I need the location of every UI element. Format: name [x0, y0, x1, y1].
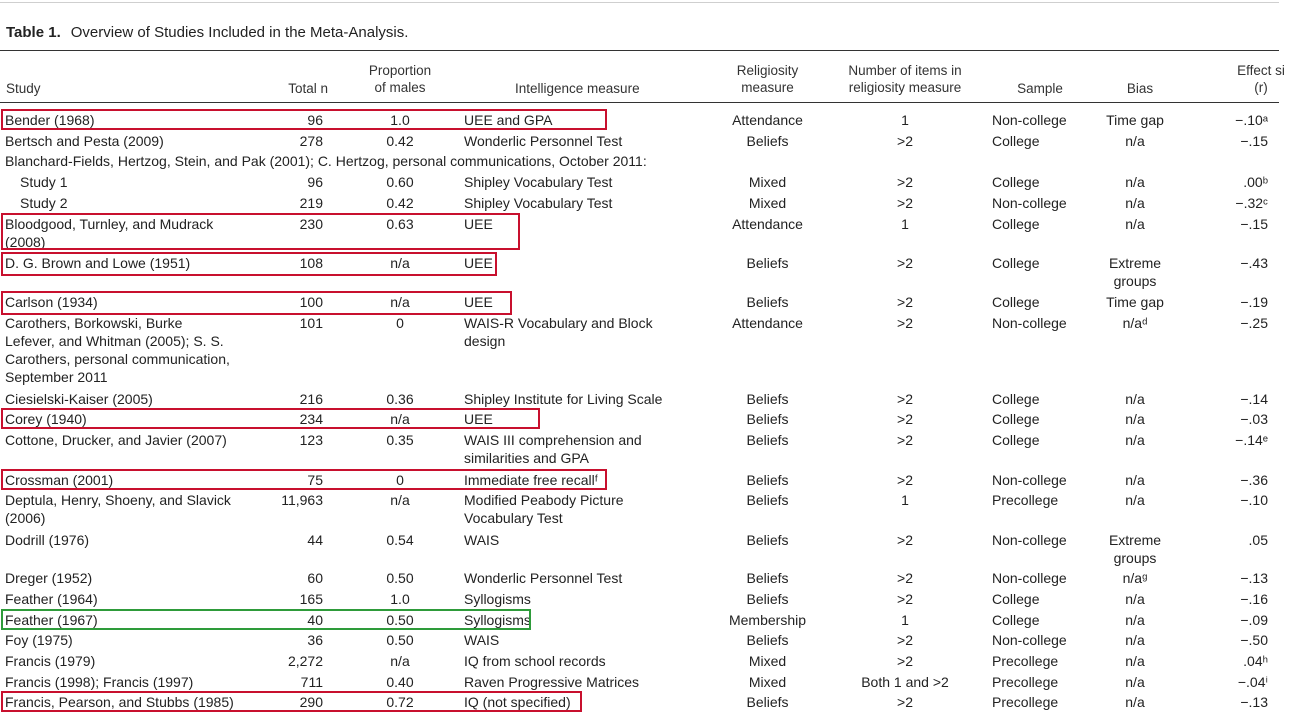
cell-proportion-males: 1.0: [390, 112, 410, 128]
cell-effect-size: −.09: [1240, 612, 1268, 628]
cell-sample: Non-college: [992, 195, 1067, 211]
cell-bias: n/a: [1125, 411, 1145, 427]
cell-intelligence-measure: IQ (not specified): [464, 694, 571, 710]
cell-effect-size: −.32ᶜ: [1235, 195, 1268, 211]
cell-total-n: 2,272: [287, 653, 323, 669]
cell-study: Dreger (1952): [5, 570, 93, 586]
cell-number-of-items: >2: [897, 694, 913, 710]
header-bottom-rule: [0, 102, 1279, 103]
cell-sample: College: [992, 391, 1040, 407]
cell-effect-size: −.14: [1240, 391, 1268, 407]
table-top-rule: [0, 50, 1279, 51]
cell-intelligence-measure: Raven Progressive Matrices: [464, 674, 640, 690]
cell-study: Ciesielski-Kaiser (2005): [5, 391, 153, 407]
cell-intelligence-measure: WAIS-R Vocabulary and Block design: [464, 315, 653, 349]
cell-bias: n/a: [1125, 133, 1145, 149]
cell-intelligence-measure: UEE: [464, 255, 493, 271]
cell-proportion-males: 1.0: [390, 591, 410, 607]
cell-number-of-items: >2: [897, 294, 913, 310]
cell-number-of-items: >2: [897, 570, 913, 586]
cell-religiosity-measure: Attendance: [732, 112, 803, 128]
cell-total-n: 75: [307, 472, 323, 488]
cell-proportion-males: n/a: [390, 255, 410, 271]
header-religiosity-measure: Religiosity measure: [736, 63, 799, 95]
cell-intelligence-measure: IQ from school records: [464, 653, 606, 669]
cell-proportion-males: 0.40: [386, 674, 414, 690]
cell-effect-size: .05: [1248, 532, 1268, 548]
cell-total-n: 216: [299, 391, 323, 407]
cell-bias: n/a: [1125, 195, 1145, 211]
cell-total-n: 711: [300, 674, 323, 690]
cell-bias: n/a: [1125, 612, 1145, 628]
cell-bias: n/a: [1125, 694, 1145, 710]
cell-sample: Precollege: [992, 492, 1059, 508]
cell-religiosity-measure: Membership: [728, 612, 807, 628]
cell-bias: n/a: [1125, 653, 1145, 669]
cell-bias: Extreme groups: [1108, 532, 1162, 566]
cell-sample: College: [992, 174, 1040, 190]
cell-bias: n/a: [1125, 391, 1145, 407]
cell-study: Deptula, Henry, Shoeny, and Slavick (2006): [5, 492, 231, 526]
cell-total-n: 44: [307, 532, 323, 548]
table-caption-label: Table 1.: [6, 24, 61, 41]
cell-total-n: 40: [307, 612, 323, 628]
cell-total-n: 108: [299, 255, 323, 271]
cell-religiosity-measure: Mixed: [748, 653, 787, 669]
cell-sample: College: [992, 411, 1040, 427]
cell-religiosity-measure: Beliefs: [746, 255, 789, 271]
cell-proportion-males: n/a: [390, 294, 410, 310]
cell-proportion-males: n/a: [390, 411, 410, 427]
cell-effect-size: −.10: [1240, 492, 1268, 508]
cell-intelligence-measure: Syllogisms: [464, 591, 531, 607]
cell-religiosity-measure: Beliefs: [746, 632, 789, 648]
cell-study: Bender (1968): [5, 112, 95, 128]
cell-study: Bertsch and Pesta (2009): [5, 133, 164, 149]
cell-total-n: 96: [307, 112, 323, 128]
cell-bias: n/a: [1125, 492, 1145, 508]
cell-study: Francis (1979): [5, 653, 96, 669]
cell-religiosity-measure: Beliefs: [746, 432, 789, 448]
cell-study: Bloodgood, Turnley, and Mudrack (2008): [5, 216, 214, 250]
cell-bias: n/a: [1125, 216, 1145, 232]
cell-number-of-items: >2: [897, 391, 913, 407]
cell-effect-size: −.16: [1240, 591, 1268, 607]
cell-effect-size: −.04ⁱ: [1237, 674, 1268, 690]
cell-sample: Precollege: [992, 674, 1059, 690]
cell-sample: Non-college: [992, 532, 1067, 548]
cell-intelligence-measure: Wonderlic Personnel Test: [464, 133, 623, 149]
cell-intelligence-measure: WAIS: [464, 632, 500, 648]
cell-proportion-males: n/a: [390, 653, 410, 669]
cell-sample: Precollege: [992, 694, 1059, 710]
cell-religiosity-measure: Beliefs: [746, 591, 789, 607]
cell-effect-size: .04ʰ: [1243, 653, 1268, 669]
cell-proportion-males: 0: [396, 315, 404, 331]
table-caption: [6, 24, 408, 41]
cell-bias: Extreme groups: [1108, 255, 1162, 289]
header-intelligence-measure: Intelligence measure: [515, 81, 640, 96]
cell-total-n: 100: [299, 294, 323, 310]
cell-bias: n/a: [1125, 432, 1145, 448]
cell-study: Cottone, Drucker, and Javier (2007): [5, 432, 227, 448]
cell-effect-size: −.10ᵃ: [1235, 112, 1268, 128]
cell-proportion-males: 0.50: [386, 632, 414, 648]
cell-proportion-males: 0: [396, 472, 404, 488]
cell-intelligence-measure: UEE: [464, 216, 493, 232]
cell-study: Foy (1975): [5, 632, 73, 648]
cell-bias: n/aᵈ: [1122, 315, 1148, 331]
cell-bias: n/a: [1125, 174, 1145, 190]
header-sample: Sample: [1017, 81, 1063, 96]
cell-proportion-males: 0.36: [386, 391, 414, 407]
cell-sample: Non-college: [992, 112, 1067, 128]
cell-number-of-items: >2: [897, 532, 913, 548]
cell-effect-size: −.14ᵉ: [1235, 432, 1268, 448]
cell-study: Study 1: [20, 174, 68, 190]
cell-sample: College: [992, 294, 1040, 310]
cell-intelligence-measure: WAIS: [464, 532, 500, 548]
cell-study: Blanchard-Fields, Hertzog, Stein, and Pak (2001); C. Hertzog, personal communications, October 2011:: [5, 153, 647, 169]
cell-total-n: 36: [307, 632, 323, 648]
cell-study: Francis (1998); Francis (1997): [5, 674, 194, 690]
cell-intelligence-measure: Shipley Vocabulary Test: [464, 174, 613, 190]
cell-total-n: 101: [299, 315, 323, 331]
header-effect-size: Effect si (r): [1237, 63, 1285, 95]
cell-number-of-items: >2: [897, 432, 913, 448]
cell-study: Crossman (2001): [5, 472, 114, 488]
cell-total-n: 165: [299, 591, 323, 607]
header-proportion-males: Proportion of males: [368, 63, 432, 95]
cell-effect-size: −.15: [1240, 216, 1268, 232]
cell-religiosity-measure: Mixed: [748, 195, 787, 211]
cell-number-of-items: 1: [901, 612, 909, 628]
cell-religiosity-measure: Beliefs: [746, 694, 789, 710]
cell-proportion-males: n/a: [390, 492, 410, 508]
header-bias: Bias: [1126, 81, 1154, 96]
cell-intelligence-measure: Syllogisms: [464, 612, 531, 628]
cell-number-of-items: >2: [897, 411, 913, 427]
cell-sample: Precollege: [992, 653, 1059, 669]
cell-religiosity-measure: Beliefs: [746, 492, 789, 508]
cell-religiosity-measure: Beliefs: [746, 391, 789, 407]
cell-total-n: 278: [299, 133, 323, 149]
cell-religiosity-measure: Beliefs: [746, 532, 789, 548]
cell-sample: College: [992, 216, 1040, 232]
cell-total-n: 96: [307, 174, 323, 190]
cell-sample: College: [992, 133, 1040, 149]
cell-total-n: 11,963: [281, 492, 323, 508]
cell-number-of-items: >2: [897, 174, 913, 190]
cell-sample: Non-college: [992, 632, 1067, 648]
cell-study: Dodrill (1976): [5, 532, 90, 548]
cell-religiosity-measure: Beliefs: [746, 472, 789, 488]
cell-total-n: 290: [299, 694, 323, 710]
cell-sample: Non-college: [992, 315, 1067, 331]
header-total-n: Total n: [288, 81, 328, 96]
cell-intelligence-measure: Modified Peabody Picture Vocabulary Test: [464, 492, 624, 526]
cell-number-of-items: >2: [897, 472, 913, 488]
cell-bias: n/a: [1125, 591, 1145, 607]
cell-proportion-males: 0.42: [386, 195, 414, 211]
cell-intelligence-measure: Shipley Vocabulary Test: [464, 195, 613, 211]
cell-study: Carothers, Borkowski, Burke Lefever, and Whitman (2005); S. S. Carothers, personal communication, September 2011: [5, 315, 230, 385]
cell-proportion-males: 0.42: [386, 133, 414, 149]
cell-sample: Non-college: [992, 472, 1067, 488]
cell-effect-size: −.36: [1240, 472, 1268, 488]
cell-total-n: 219: [299, 195, 323, 211]
top-border: [0, 2, 1279, 3]
cell-number-of-items: >2: [897, 195, 913, 211]
cell-effect-size: −.50: [1240, 632, 1268, 648]
cell-effect-size: −.19: [1240, 294, 1268, 310]
cell-religiosity-measure: Beliefs: [746, 570, 789, 586]
table-caption-text: Overview of Studies Included in the Meta-Analysis.: [70, 24, 409, 41]
cell-religiosity-measure: Mixed: [748, 174, 787, 190]
cell-number-of-items: Both 1 and >2: [861, 674, 949, 690]
cell-proportion-males: 0.35: [386, 432, 414, 448]
cell-proportion-males: 0.54: [386, 532, 414, 548]
cell-number-of-items: >2: [897, 632, 913, 648]
cell-sample: College: [992, 432, 1040, 448]
cell-number-of-items: >2: [897, 591, 913, 607]
cell-proportion-males: 0.50: [386, 612, 414, 628]
cell-intelligence-measure: UEE: [464, 411, 493, 427]
cell-sample: College: [992, 255, 1040, 271]
cell-number-of-items: 1: [901, 216, 909, 232]
cell-effect-size: −.25: [1240, 315, 1268, 331]
cell-effect-size: −.13: [1240, 694, 1268, 710]
cell-bias: Time gap: [1106, 294, 1164, 310]
cell-bias: n/a: [1125, 472, 1145, 488]
cell-total-n: 123: [299, 432, 323, 448]
cell-number-of-items: >2: [897, 255, 913, 271]
cell-effect-size: −.13: [1240, 570, 1268, 586]
cell-total-n: 230: [299, 216, 323, 232]
cell-study: Francis, Pearson, and Stubbs (1985): [5, 694, 234, 710]
cell-bias: n/a: [1125, 632, 1145, 648]
cell-number-of-items: >2: [897, 133, 913, 149]
cell-sample: College: [992, 612, 1040, 628]
cell-intelligence-measure: UEE and GPA: [464, 112, 553, 128]
cell-number-of-items: >2: [897, 315, 913, 331]
cell-study: Corey (1940): [5, 411, 87, 427]
cell-proportion-males: 0.50: [386, 570, 414, 586]
cell-proportion-males: 0.63: [386, 216, 414, 232]
cell-bias: Time gap: [1106, 112, 1164, 128]
cell-proportion-males: 0.72: [386, 694, 414, 710]
cell-religiosity-measure: Attendance: [732, 315, 803, 331]
cell-proportion-males: 0.60: [386, 174, 414, 190]
cell-study: Feather (1964): [5, 591, 98, 607]
header-study: Study: [6, 81, 41, 96]
cell-study: Carlson (1934): [5, 294, 98, 310]
cell-religiosity-measure: Mixed: [748, 674, 787, 690]
cell-number-of-items: 1: [901, 492, 909, 508]
cell-sample: College: [992, 591, 1040, 607]
cell-bias: n/a: [1125, 674, 1145, 690]
cell-total-n: 60: [307, 570, 323, 586]
cell-intelligence-measure: UEE: [464, 294, 493, 310]
header-number-of-items: Number of items in religiosity measure: [848, 63, 962, 95]
cell-number-of-items: 1: [901, 112, 909, 128]
cell-number-of-items: >2: [897, 653, 913, 669]
cell-sample: Non-college: [992, 570, 1067, 586]
cell-study: Feather (1967): [5, 612, 98, 628]
cell-bias: n/aᵍ: [1122, 570, 1148, 586]
cell-religiosity-measure: Attendance: [732, 216, 803, 232]
cell-effect-size: .00ᵇ: [1243, 174, 1268, 190]
cell-religiosity-measure: Beliefs: [746, 294, 789, 310]
cell-religiosity-measure: Beliefs: [746, 133, 789, 149]
cell-total-n: 234: [299, 411, 323, 427]
cell-intelligence-measure: Immediate free recallᶠ: [464, 472, 598, 488]
cell-religiosity-measure: Beliefs: [746, 411, 789, 427]
cell-intelligence-measure: Shipley Institute for Living Scale: [464, 391, 663, 407]
cell-intelligence-measure: Wonderlic Personnel Test: [464, 570, 623, 586]
cell-intelligence-measure: WAIS III comprehension and similarities and GPA: [464, 432, 642, 466]
cell-study: D. G. Brown and Lowe (1951): [5, 255, 191, 271]
cell-effect-size: −.03: [1240, 411, 1268, 427]
cell-effect-size: −.15: [1240, 133, 1268, 149]
cell-effect-size: −.43: [1240, 255, 1268, 271]
cell-study: Study 2: [20, 195, 68, 211]
